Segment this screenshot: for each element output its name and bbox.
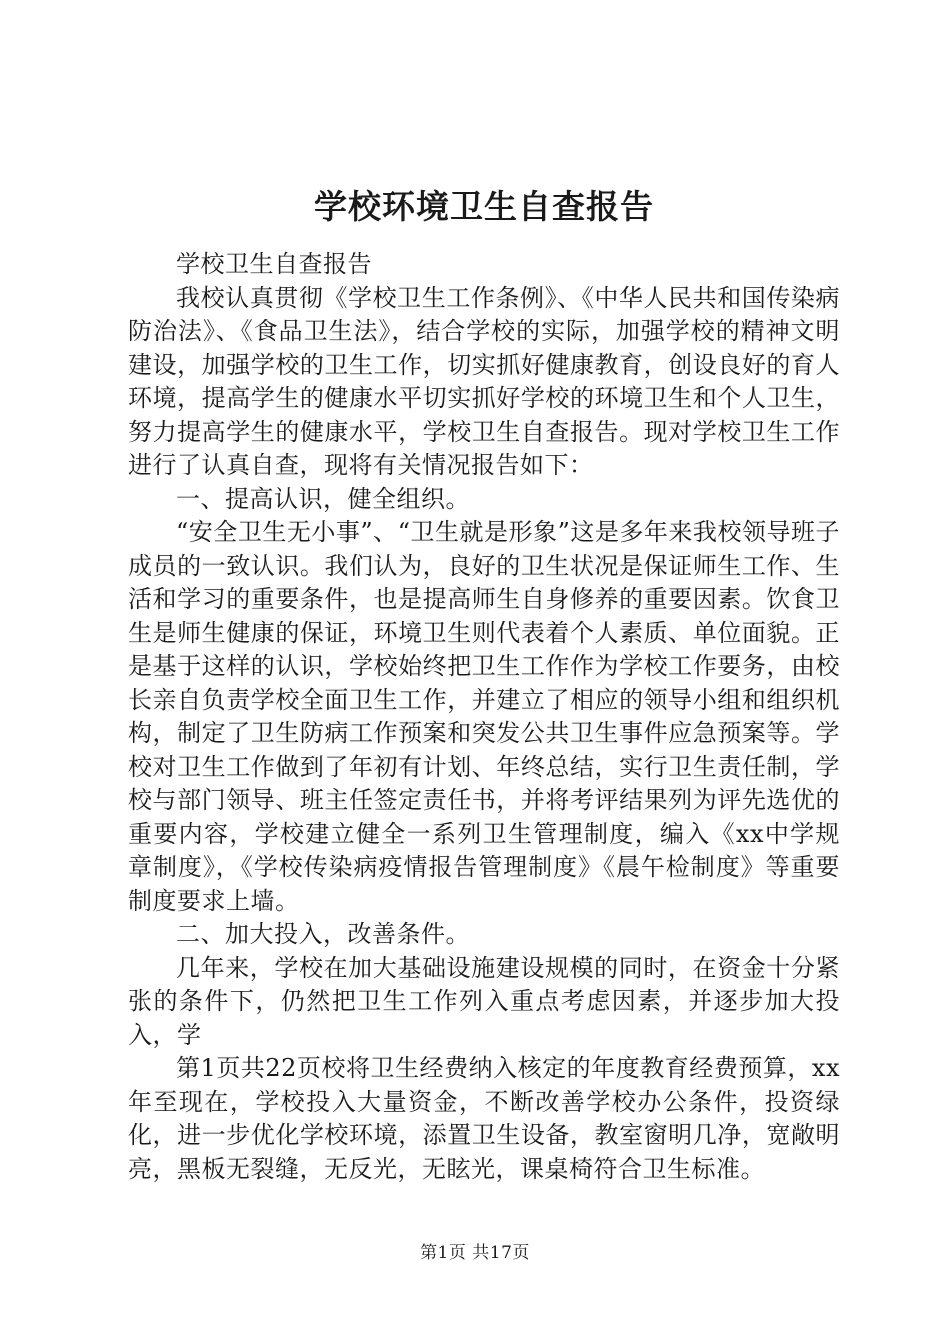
section-heading-2: 二、加大投入，改善条件。 [176,920,470,948]
paragraph-intro: 我校认真贯彻《学校卫生工作条例》、《中华人民共和国传染病防治法》、《食品卫生法》，结合学校的实际，加强学校的精神文明建设，加强学校的卫生工作，切实抓好健康教育，创设良好的育人环境，提高学生的健康水平切实抓好学校的环境卫生和个人卫生，努力提高学生的健康水平，学校卫生自查报告。现对学校卫生工作进行了认真自查，现将有关情况报告如下： [128,283,840,479]
paragraph-subtitle: 学校卫生自查报告 [176,250,372,278]
document-title: 学校环境卫生自查报告 [314,187,654,226]
page-footer: 第1页 共17页 [420,1243,530,1263]
document-page [128,180,840,1186]
paragraph-section-2-cont: 第1页共22页校将卫生经费纳入核定的年度教育经费预算，xx年至现在，学校投入大量资金，不断改善学校办公条件，投资绿化，进一步优化学校环境，添置卫生设备，教室窗明几净，宽敞明亮，黑板无裂缝，无反光，无眩光，课桌椅符合卫生标准。 [128,1054,840,1183]
paragraph-section-1: “安全卫生无小事”、“卫生就是形象”这是多年来我校领导班子成员的一致认识。我们认为，良好的卫生状况是保证师生工作、生活和学习的重要条件，也是提高师生自身修养的重要因素。饮食卫生是师生健康的保证，环境卫生则代表着个人素质、单位面貌。正是基于这样的认识，学校始终把卫生工作作为学校工作要务，由校长亲自负责学校全面卫生工作，并建立了相应的领导小组和组织机构，制定了卫生防病工作预案和突发公共卫生事件应急预案等。学校对卫生工作做到了年初有计划、年终总结，实行卫生责任制，学校与部门领导、班主任签定责任书，并将考评结果列为评先选优的重要内容，学校建立健全一系列卫生管理制度，编入《xx中学规章制度》，《学校传染病疫情报告管理制度》《晨午检制度》等重要制度要求上墙。 [128,518,840,915]
document-body [128,248,840,1186]
section-heading-1: 一、提高认识，健全组织。 [176,484,470,513]
paragraph-section-2: 几年来，学校在加大基础设施建设规模的同时，在资金十分紧张的条件下，仍然把卫生工作列入重点考虑因素，并逐步加大投入，学 [128,953,840,1049]
